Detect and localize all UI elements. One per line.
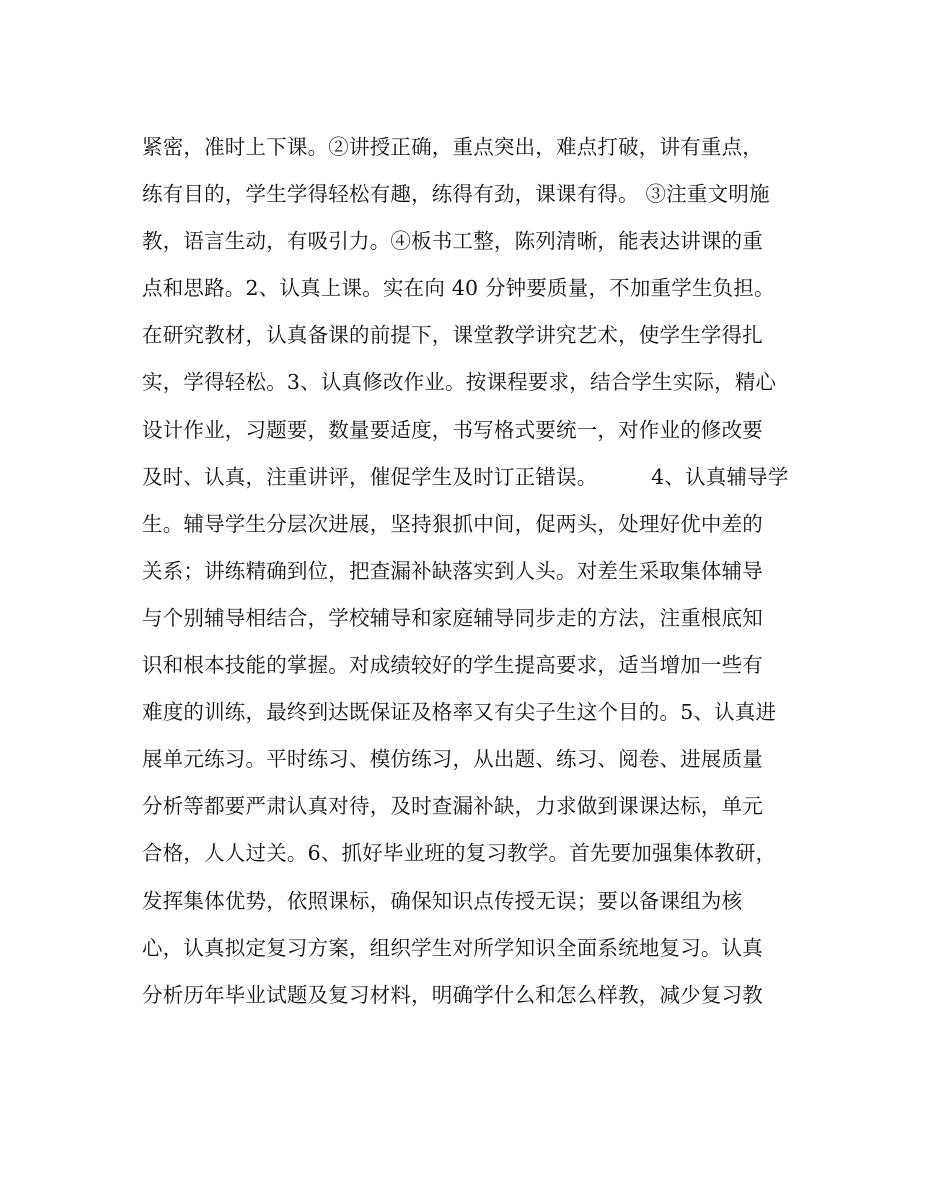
text-line-19: 分析历年毕业试题及复习材料，明确学什么和怎么样教，减少复习教 bbox=[142, 982, 763, 1007]
text-line-7: 设计作业，习题要，数量要适度，书写格式要统一，对作业的修改要 bbox=[142, 417, 763, 442]
text-line-15: 分析等都要严肃认真对待，及时查漏补缺，力求做到课课达标，单元 bbox=[142, 794, 763, 819]
body-text bbox=[142, 124, 842, 1019]
text-line-11: 与个别辅导相结合，学校辅导和家庭辅导同步走的方法，注重根底知 bbox=[142, 605, 763, 630]
text-line-1: 紧密，准时上下课。②讲授正确，重点突出，难点打破，讲有重点， bbox=[142, 135, 763, 159]
text-line-16: 合格，人人过关。6、抓好毕业班的复习教学。首先要加强集体教研， bbox=[142, 841, 777, 866]
text-line-9: 生。辅导学生分层次进展，坚持狠抓中间，促两头，处理好优中差的 bbox=[142, 511, 763, 536]
text-line-6: 实，学得轻松。3、认真修改作业。按课程要求，结合学生实际，精心 bbox=[142, 370, 777, 395]
text-line-4: 点和思路。2、认真上课。实在向 40 分钟要质量，不加重学生负担。 bbox=[142, 276, 775, 301]
text-line-17: 发挥集体优势，依照课标，确保知识点传授无误；要以备课组为核 bbox=[142, 888, 743, 913]
text-line-18: 心，认真拟定复习方案，组织学生对所学知识全面系统地复习。认真 bbox=[142, 935, 763, 960]
text-line-3: 教，语言生动，有吸引力。④板书工整，陈列清晰，能表达讲课的重 bbox=[142, 229, 763, 254]
text-line-12: 识和根本技能的掌握。对成绩较好的学生提高要求，适当增加一些有 bbox=[142, 653, 763, 678]
text-line-5: 在研究教材，认真备课的前提下，课堂教学讲究艺术，使学生学得扎 bbox=[142, 323, 763, 348]
text-line-10: 关系；讲练精确到位，把查漏补缺落实到人头。对差生采取集体辅导 bbox=[142, 558, 763, 583]
text-line-13: 难度的训练，最终到达既保证及格率又有尖子生这个目的。5、认真进 bbox=[142, 700, 777, 725]
text-line-14: 展单元练习。平时练习、模仿练习，从出题、练习、阅卷、进展质量 bbox=[142, 747, 763, 772]
text-line-2: 练有目的，学生学得轻松有趣，练得有劲，课课有得。 ③注重文明施 bbox=[142, 182, 770, 207]
text-line-8: 及时、认真，注重讲评，催促学生及时订正错误。 4、认真辅导学 bbox=[142, 464, 789, 489]
